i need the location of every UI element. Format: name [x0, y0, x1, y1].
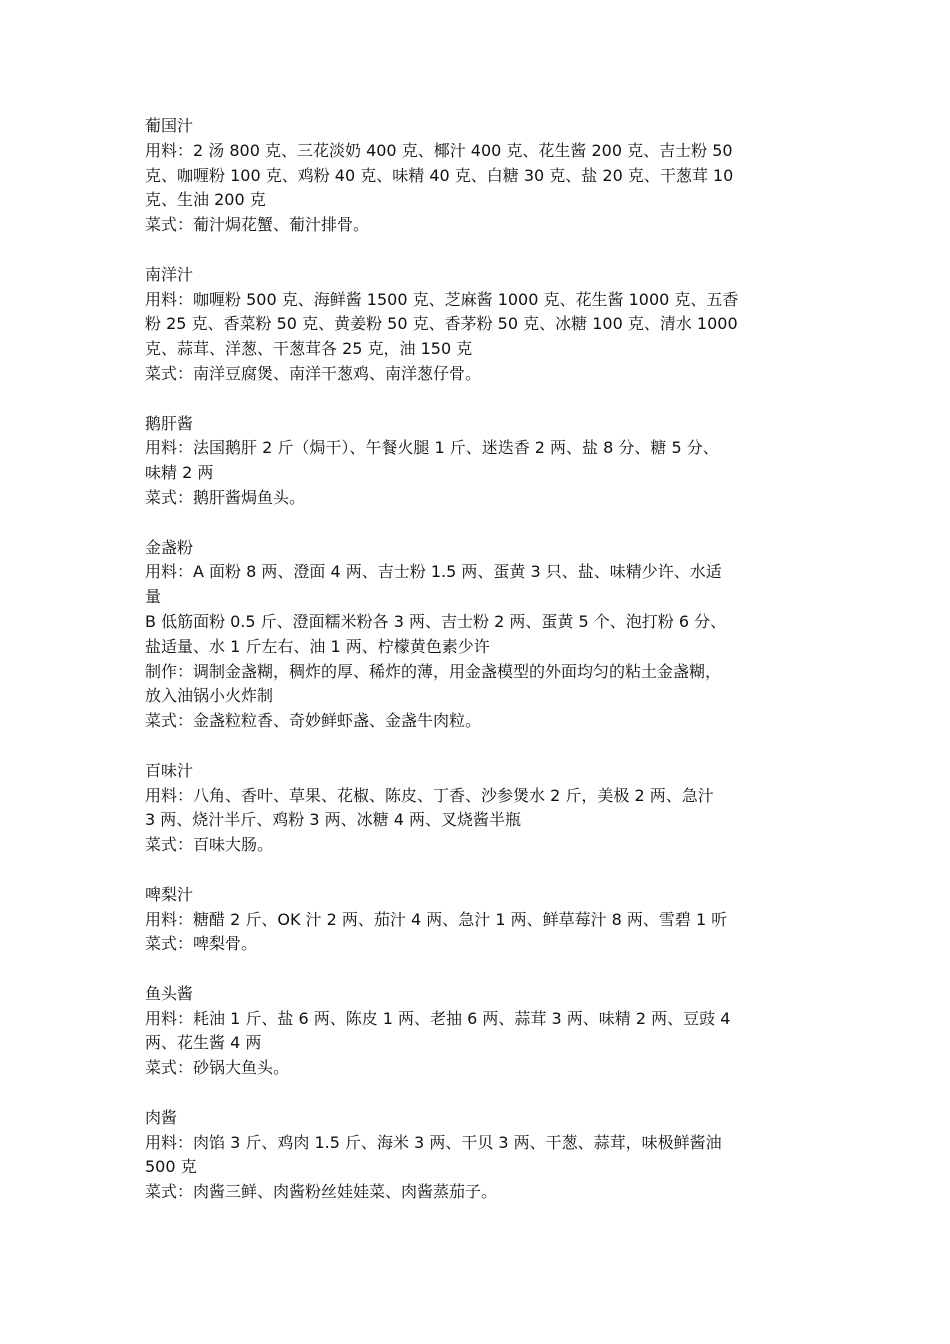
- recipe-title: 鹅肝酱: [145, 413, 194, 433]
- recipe-title: 金盏粉: [145, 537, 194, 557]
- recipe-text-line: 3 两、烧汁半斤、鸡粉 3 两、冰糖 4 两、叉烧酱半瓶: [145, 810, 521, 830]
- recipe-section-putaozhi: [145, 114, 810, 238]
- recipe-text-line: 克、蒜茸、洋葱、干葱茸各 25 克，油 150 克: [145, 339, 473, 359]
- recipe-text-line: 菜式：百味大肠。: [145, 835, 274, 855]
- recipe-text-line: 克、生油 200 克: [145, 190, 266, 210]
- recipe-text-line: 菜式：鹅肝酱焗鱼头。: [145, 487, 306, 507]
- recipe-text-line: 菜式：砂锅大鱼头。: [145, 1058, 290, 1078]
- recipe-text-line: 菜式：肉酱三鲜、肉酱粉丝娃娃菜、肉酱蒸茄子。: [145, 1182, 498, 1202]
- recipe-text-line: 菜式：金盏粒粒香、奇妙鲜虾盏、金盏牛肉粒。: [145, 711, 482, 731]
- recipe-text-line: 放入油锅小火炸制: [145, 686, 274, 706]
- recipe-section-baiweizhi: [145, 759, 810, 858]
- recipe-text-line: 用料：2 汤 800 克、三花淡奶 400 克、椰汁 400 克、花生酱 200 克、吉士粉 50: [145, 140, 733, 160]
- recipe-title: 鱼头酱: [145, 983, 194, 1003]
- recipe-text-line: 菜式：葡汁焗花蟹、葡汁排骨。: [145, 215, 370, 235]
- recipe-text-line: 500 克: [145, 1157, 197, 1177]
- recipe-text-line: 用料：糖醋 2 斤、OK 汁 2 两、茄汁 4 两、急汁 1 两、鲜草莓汁 8 两、雪碧 1 听: [145, 909, 728, 929]
- recipe-text-line: 克、咖喱粉 100 克、鸡粉 40 克、味精 40 克、白糖 30 克、盐 20 克、干葱茸 10: [145, 165, 734, 185]
- recipe-text-line: 两、花生酱 4 两: [145, 1033, 262, 1053]
- recipe-title: 葡国汁: [145, 116, 194, 135]
- recipe-text-line: 菜式：南洋豆腐煲、南洋干葱鸡、南洋葱仔骨。: [145, 363, 482, 383]
- recipe-text-line: 味精 2 两: [145, 463, 214, 483]
- recipe-title: 肉酱: [145, 1107, 178, 1127]
- recipe-section-jinzhanfen: [145, 536, 810, 734]
- recipe-text-line: 量: [145, 587, 162, 607]
- recipe-section-eganjiang: [145, 412, 810, 511]
- recipe-section-pilizhi: [145, 883, 810, 957]
- recipe-section-roujiang: [145, 1106, 810, 1205]
- recipe-text-line: 用料：咖喱粉 500 克、海鲜酱 1500 克、芝麻酱 1000 克、花生酱 1000 克、五香: [145, 289, 739, 309]
- recipe-title: 啤梨汁: [145, 884, 194, 904]
- recipe-text-line: 用料：肉馅 3 斤、鸡肉 1.5 斤、海米 3 两、干贝 3 两、干葱、蒜茸，味极鲜酱油: [145, 1132, 722, 1152]
- recipe-section-nanyangzhi: [145, 263, 810, 387]
- document-page: [145, 114, 810, 1230]
- recipe-text-line: 盐适量、水 1 斤左右、油 1 两、柠檬黄色素少许: [145, 636, 490, 656]
- recipe-title: 百味汁: [145, 760, 194, 780]
- recipe-text-line: 用料：A 面粉 8 两、澄面 4 两、吉士粉 1.5 两、蛋黄 3 只、盐、味精少许、水适: [145, 562, 722, 582]
- recipe-text-line: B 低筋面粉 0.5 斤、澄面糯米粉各 3 两、吉士粉 2 两、蛋黄 5 个、泡打粉 6 分、: [145, 611, 727, 631]
- recipe-text-line: 粉 25 克、香菜粉 50 克、黄姜粉 50 克、香茅粉 50 克、冰糖 100 克、清水 1000: [145, 314, 738, 334]
- recipe-section-yutoujiang: [145, 982, 810, 1081]
- recipe-text-line: 用料：八角、香叶、草果、花椒、陈皮、丁香、沙参煲水 2 斤，美极 2 两、急汁: [145, 785, 714, 805]
- recipe-text-line: 制作：调制金盏糊，稠炸的厚、稀炸的薄，用金盏模型的外面均匀的粘土金盏糊，: [145, 661, 722, 681]
- recipe-text-line: 菜式：啤梨骨。: [145, 934, 258, 954]
- recipe-text-line: 用料：法国鹅肝 2 斤（焗干）、午餐火腿 1 斤、迷迭香 2 两、盐 8 分、糖 5 分、: [145, 438, 719, 458]
- recipe-title: 南洋汁: [145, 264, 194, 284]
- recipe-text-line: 用料：耗油 1 斤、盐 6 两、陈皮 1 两、老抽 6 两、蒜茸 3 两、味精 2 两、豆豉 4: [145, 1008, 731, 1028]
